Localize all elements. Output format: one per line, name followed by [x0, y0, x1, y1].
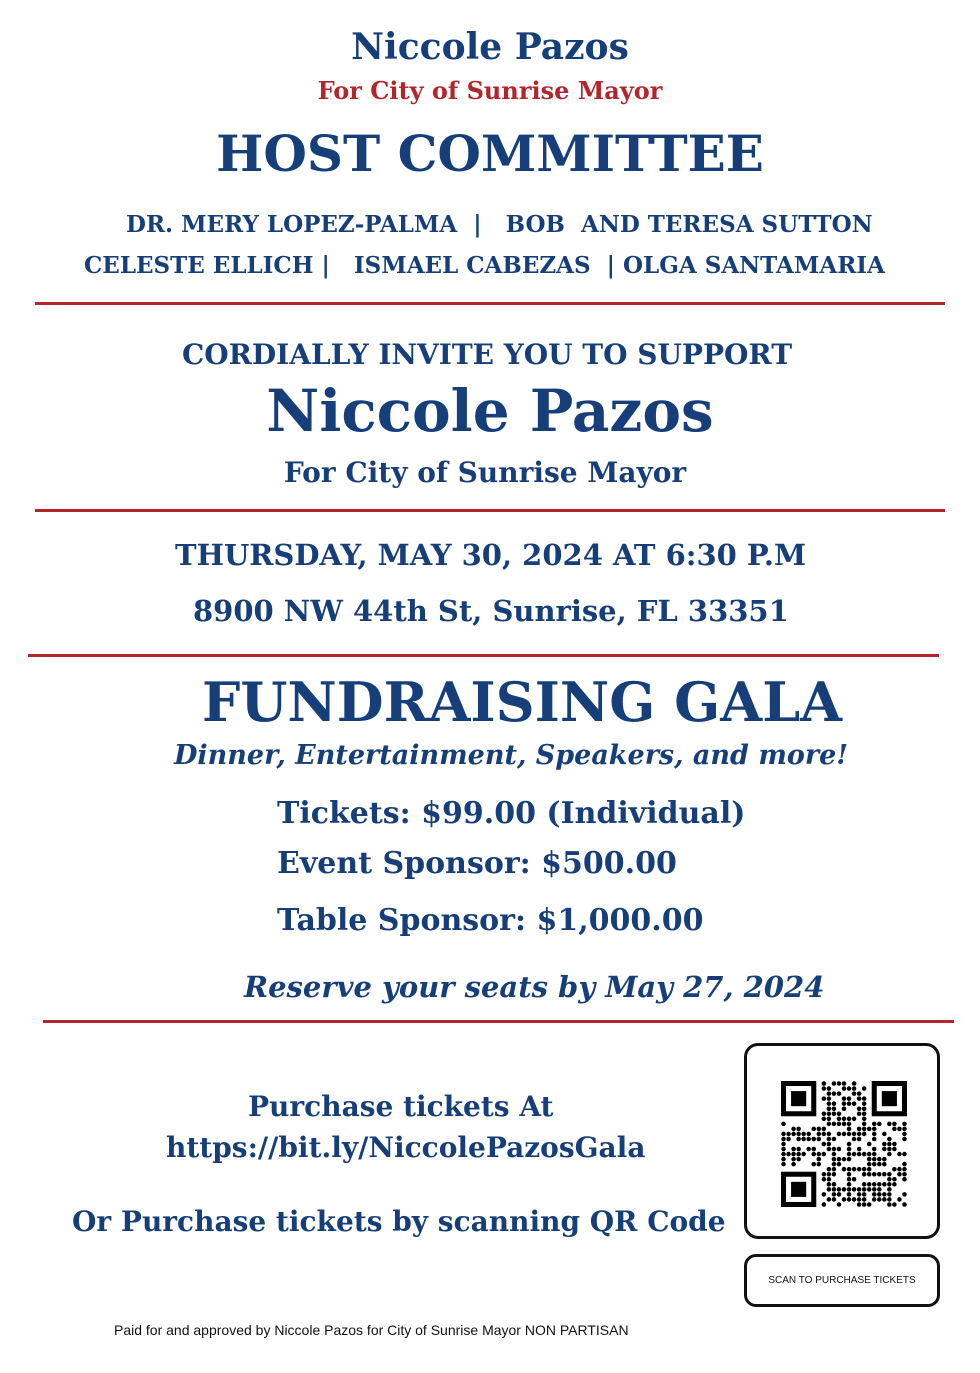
divider [35, 509, 945, 512]
scan-to-purchase-label[interactable] [744, 1254, 940, 1307]
invite-subtitle: For City of Sunrise Mayor [283, 456, 687, 489]
candidate-name: Niccole Pazos [351, 26, 629, 68]
event-address: 8900 NW 44th St, Sunrise, FL 33351 [193, 594, 789, 628]
committee-line-2: CELESTE ELLICH | ISMAEL CABEZAS | OLGA SANTAMARIA [84, 252, 885, 279]
candidate-subtitle: For City of Sunrise Mayor [317, 76, 663, 105]
divider [28, 654, 939, 657]
qr-code-icon[interactable] [781, 1081, 907, 1207]
purchase-url[interactable]: https://bit.ly/NiccolePazosGala [166, 1131, 646, 1164]
scan-label-text: SCAN TO PURCHASE TICKETS [768, 1275, 916, 1286]
reserve-deadline: Reserve your seats by May 27, 2024 [244, 970, 825, 1004]
event-datetime: THURSDAY, MAY 30, 2024 AT 6:30 P.M [175, 538, 807, 572]
event-sponsor-price: Event Sponsor: $500.00 [277, 846, 677, 881]
invite-name: Niccole Pazos [266, 377, 714, 445]
qr-instruction: Or Purchase tickets by scanning QR Code [72, 1205, 726, 1238]
purchase-line: Purchase tickets At [248, 1090, 554, 1123]
qr-code-frame [744, 1043, 940, 1239]
committee-line-1: DR. MERY LOPEZ-PALMA | BOB AND TERESA SUTTON [126, 211, 873, 238]
invite-line: CORDIALLY INVITE YOU TO SUPPORT [181, 338, 793, 371]
host-committee-title: HOST COMMITTEE [216, 124, 764, 183]
ticket-price: Tickets: $99.00 (Individual) [277, 796, 746, 831]
divider [35, 302, 945, 305]
table-sponsor-price: Table Sponsor: $1,000.00 [277, 903, 704, 938]
divider [43, 1020, 954, 1023]
gala-tagline: Dinner, Entertainment, Speakers, and more! [174, 740, 849, 771]
gala-title: FUNDRAISING GALA [202, 670, 843, 734]
disclaimer: Paid for and approved by Niccole Pazos for City of Sunrise Mayor NON PARTISAN [114, 1322, 629, 1338]
